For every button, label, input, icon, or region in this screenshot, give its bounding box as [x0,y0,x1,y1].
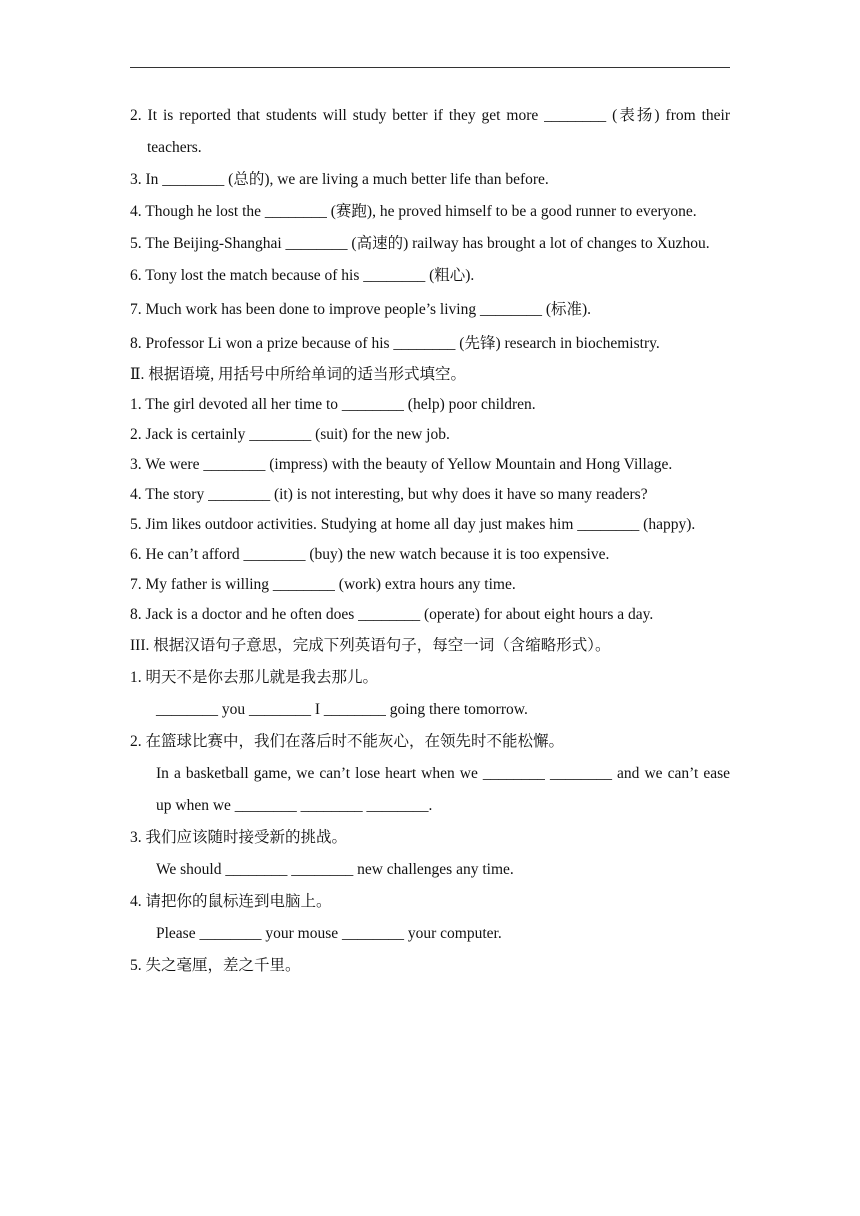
section3-question: 5. 失之毫厘，差之千里。 [130,957,301,974]
section1 [130,100,730,360]
section2-item: 1. The girl devoted all her time to ________ (help) poor children. [130,396,536,413]
section3-answer: We should ________ ________ new challenges any time. [156,861,514,878]
section2-item: 7. My father is willing ________ (work) extra hours any time. [130,576,516,593]
section3 [130,630,730,982]
section2-item: 4. The story ________ (it) is not interesting, but why does it have so many readers? [130,486,648,503]
section3-question: 1. 明天不是你去那儿就是我去那儿。 [130,669,379,686]
section2 [130,360,730,630]
section2-item: 5. Jim likes outdoor activities. Studying at home all day just makes him ________ (happy). [130,516,696,533]
header-rule [130,67,730,68]
section1-item: 4. Though he lost the ________ (赛跑), he proved himself to be a good runner to everyone. [130,203,697,220]
section1-item: 2. It is reported that students will study better if they get more ________ (表扬) from their teachers. [130,107,730,156]
section2-item: 3. We were ________ (impress) with the beauty of Yellow Mountain and Hong Village. [130,456,673,473]
exercise-content [130,100,730,982]
section3-heading: III. 根据汉语句子意思，完成下列英语句子，每空一词（含缩略形式）。 [130,637,611,654]
section1-item: 3. In ________ (总的), we are living a much better life than before. [130,171,549,188]
section1-item: 6. Tony lost the match because of his ________ (粗心). [130,267,475,284]
section3-question: 3. 我们应该随时接受新的挑战。 [130,829,348,846]
section2-item: 2. Jack is certainly ________ (suit) for the new job. [130,426,450,443]
section3-answer: Please ________ your mouse ________ your computer. [156,925,502,942]
section1-item: 8. Professor Li won a prize because of his ________ (先锋) research in biochemistry. [130,335,660,352]
section1-item: 7. Much work has been done to improve people’s living ________ (标准). [130,301,592,318]
section3-answer: In a basketball game, we can’t lose heart when we ________ ________ and we can’t ease up when we ________ ________ ________. [156,765,730,814]
section2-item: 8. Jack is a doctor and he often does ________ (operate) for about eight hours a day. [130,606,654,623]
section1-item: 5. The Beijing-Shanghai ________ (高速的) railway has brought a lot of changes to Xuzhou. [130,235,710,252]
section3-question: 2. 在篮球比赛中，我们在落后时不能灰心，在领先时不能松懈。 [130,733,565,750]
section2-item: 6. He can’t afford ________ (buy) the new watch because it is too expensive. [130,546,610,563]
section3-answer: ________ you ________ I ________ going there tomorrow. [156,701,528,718]
section2-heading: Ⅱ. 根据语境, 用括号中所给单词的适当形式填空。 [130,366,467,383]
section3-question: 4. 请把你的鼠标连到电脑上。 [130,893,332,910]
